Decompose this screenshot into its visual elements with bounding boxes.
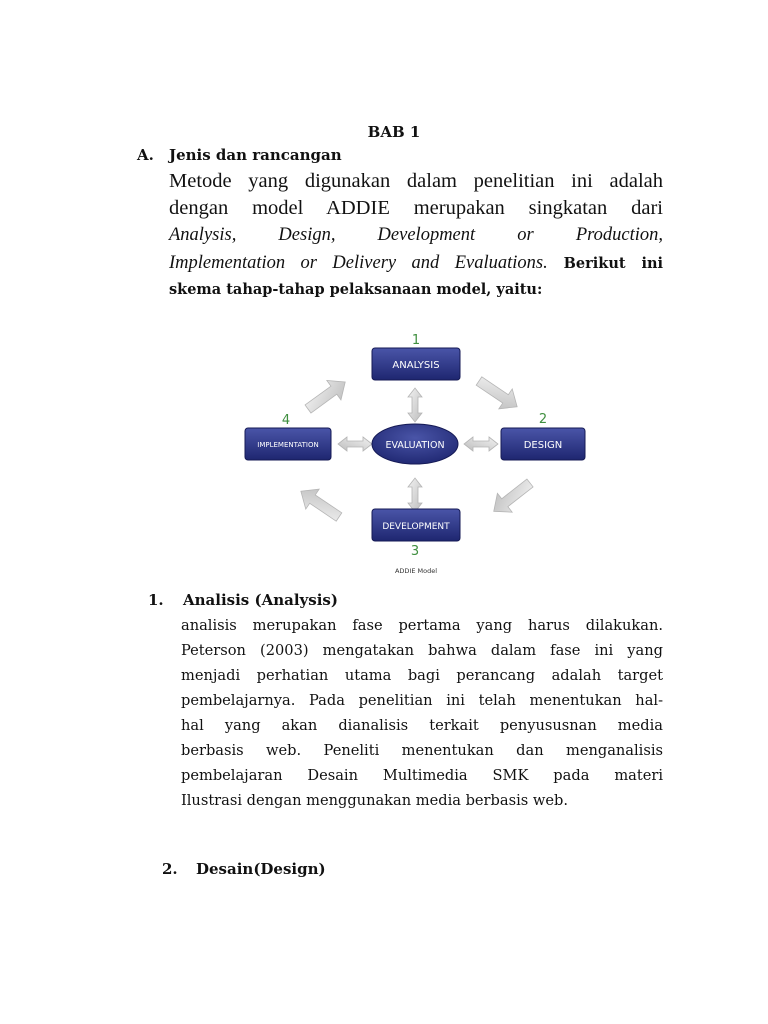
stage-number-4: 4 bbox=[281, 413, 291, 428]
intro-line-bold: skema tahap-tahap pelaksanaan model, yaitu: bbox=[169, 281, 543, 298]
paragraph-line: pembelajaran Desain Multimedia SMK pada materi bbox=[181, 767, 663, 784]
paragraph-line: berbasis web. Peneliti menentukan dan menganalisis bbox=[181, 742, 663, 759]
intro-line: Metode yang digunakan dalam penelitian ini adalah bbox=[169, 170, 663, 192]
item1-title: Analisis (Analysis) bbox=[183, 591, 338, 609]
arrow-design-to-development bbox=[486, 474, 537, 521]
double-arrow-vertical-bottom bbox=[408, 478, 422, 512]
design-label: DESIGN bbox=[523, 440, 563, 451]
addie-diagram bbox=[243, 327, 593, 577]
stage-number-3: 3 bbox=[410, 544, 420, 559]
double-arrow-horizontal-left bbox=[338, 437, 372, 451]
section-letter: A. bbox=[137, 146, 154, 164]
analysis-label: ANALYSIS bbox=[392, 360, 440, 371]
stage-number-2: 2 bbox=[538, 412, 548, 427]
diagram-caption: ADDIE Model bbox=[394, 567, 438, 575]
item2-title: Desain(Design) bbox=[196, 860, 326, 878]
arrow-analysis-to-design bbox=[472, 371, 524, 417]
implementation-label: IMPLEMENTATION bbox=[257, 441, 319, 449]
chapter-title: BAB 1 bbox=[367, 123, 421, 141]
item1-paragraph bbox=[181, 613, 663, 813]
arrow-implementation-to-analysis bbox=[301, 372, 352, 418]
development-label: DEVELOPMENT bbox=[382, 522, 450, 532]
stage-number-1: 1 bbox=[411, 333, 421, 348]
paragraph-line: Peterson (2003) mengatakan bahwa dalam fase ini yang bbox=[181, 642, 663, 659]
intro-line-mixed bbox=[169, 249, 663, 277]
intro-line-italic: Analysis, Design, Development or Production, bbox=[169, 225, 663, 245]
intro-line: dengan model ADDIE merupakan singkatan dari bbox=[169, 197, 663, 219]
paragraph-line: Ilustrasi dengan menggunakan media berbasis web. bbox=[181, 792, 568, 809]
intro-italic-fragment: Implementation or Delivery and Evaluations. bbox=[169, 253, 548, 273]
paragraph-line: menjadi perhatian utama bagi perancang adalah target bbox=[181, 667, 663, 684]
intro-bold-fragment: Berikut ini bbox=[563, 255, 663, 272]
paragraph-line: pembelajarnya. Pada penelitian ini telah menentukan hal- bbox=[181, 692, 663, 709]
evaluation-label: EVALUATION bbox=[385, 440, 445, 451]
double-arrow-horizontal-right bbox=[464, 437, 498, 451]
intro-paragraph bbox=[169, 168, 663, 303]
item2-number: 2. bbox=[162, 860, 178, 878]
section-title: Jenis dan rancangan bbox=[169, 146, 342, 164]
double-arrow-vertical-top bbox=[408, 388, 422, 422]
arrow-development-to-implementation bbox=[294, 481, 346, 527]
paragraph-line: analisis merupakan fase pertama yang harus dilakukan. bbox=[181, 617, 663, 634]
paragraph-line: hal yang akan dianalisis terkait penyususnan media bbox=[181, 717, 663, 734]
item1-number: 1. bbox=[148, 591, 164, 609]
